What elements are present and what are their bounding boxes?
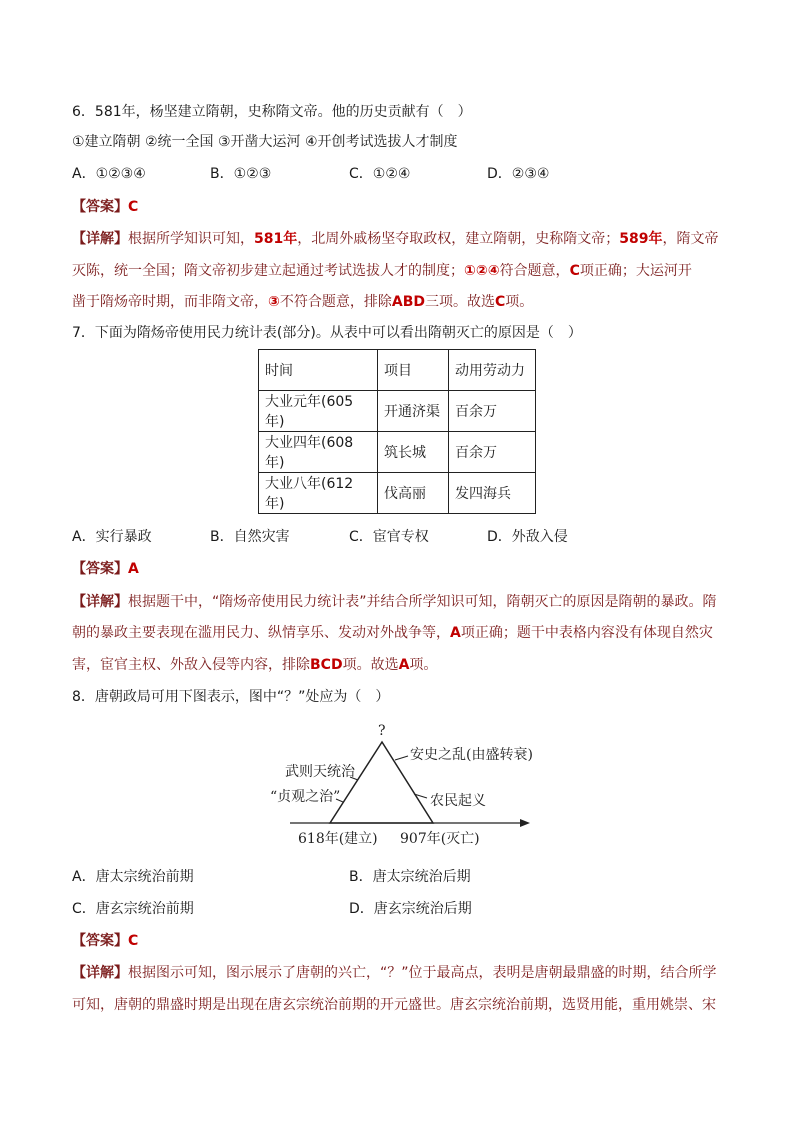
detail-text: 项。故选	[342, 657, 399, 673]
answer-value: C	[128, 199, 139, 215]
table-cell: 伐高丽	[378, 473, 449, 514]
q8-option-c: C．唐玄宗统治前期	[72, 901, 194, 917]
table-header: 项目	[378, 350, 449, 391]
table-cell: 发四海兵	[449, 473, 536, 514]
tang-politics-diagram	[250, 722, 540, 852]
highlight-text: C	[495, 294, 506, 310]
highlight-text: A	[398, 657, 410, 673]
detail-text: 灭陈，统一全国；隋文帝初步建立起通过考试选拔人才的制度；	[72, 263, 464, 279]
q8-detail-line-1	[72, 963, 717, 983]
table-cell: 大业元年(605年)	[259, 391, 378, 432]
answer-label: 【答案】	[72, 933, 128, 949]
table-cell: 筑长城	[378, 432, 449, 473]
highlight-text: ①②④	[464, 263, 500, 279]
table-row	[259, 432, 536, 473]
table-cell: 大业四年(608年)	[259, 432, 378, 473]
detail-text: 项。	[505, 294, 534, 310]
detail-text: ，隋文帝	[662, 231, 719, 247]
highlight-text: A	[450, 625, 461, 641]
q8-answer	[72, 931, 138, 951]
highlight-text: BCD	[310, 657, 343, 673]
detail-text: 项正确；题干中表格内容没有体现自然灾	[460, 625, 713, 641]
detail-label: 【详解】	[72, 965, 128, 981]
q7-table	[258, 349, 536, 514]
q6-option-d: D．②③④	[487, 166, 550, 182]
diagram-top-label: ?	[378, 723, 386, 739]
table-header-row	[259, 350, 536, 391]
q7-detail-line-3	[72, 655, 437, 675]
diagram-start-label: 618年(建立)	[298, 831, 378, 847]
q7-stem: 7．下面为隋炀帝使用民力统计表(部分)。从表中可以看出隋朝灭亡的原因是（ ）	[72, 325, 582, 341]
table-cell: 百余万	[449, 391, 536, 432]
q7-option-d: D．外敌入侵	[487, 529, 568, 545]
highlight-text: C	[569, 263, 580, 279]
answer-value: A	[128, 561, 139, 577]
table-row	[259, 473, 536, 514]
table-cell: 开通济渠	[378, 391, 449, 432]
q7-detail-line-2	[72, 623, 713, 643]
q7-answer	[72, 559, 139, 579]
detail-text: 可知，唐朝的鼎盛时期是出现在唐玄宗统治前期的开元盛世。唐玄宗统治前期，选贤用能，重用姚崇、宋	[72, 997, 716, 1013]
axis-arrowhead	[520, 819, 530, 827]
q8-detail-line-2	[72, 995, 716, 1015]
detail-text: 朝的暴政主要表现在滥用民力、纵情享乐、发动对外战争等，	[72, 625, 450, 641]
answer-label: 【答案】	[72, 561, 128, 577]
highlight-text: 589年	[619, 231, 663, 247]
q6-detail-line-1	[72, 229, 718, 249]
q6-answer	[72, 197, 138, 217]
leader-line	[395, 756, 408, 760]
q8-option-d: D．唐玄宗统治后期	[349, 901, 472, 917]
detail-text: 根据图示可知，图示展示了唐朝的兴亡，“？”位于最高点，表明是唐朝最鼎盛的时期，结合所学	[128, 965, 717, 981]
detail-runs	[128, 594, 717, 610]
table-cell: 大业八年(612年)	[259, 473, 378, 514]
q7-option-b: B．自然灾害	[210, 529, 290, 545]
q7-option-c: C．宦官专权	[349, 529, 429, 545]
detail-label: 【详解】	[72, 594, 128, 610]
detail-runs	[128, 231, 718, 247]
table-header: 动用劳动力	[449, 350, 536, 391]
q7-detail-line-1	[72, 592, 717, 612]
q6-option-c: C．①②④	[349, 166, 411, 182]
detail-text: 不符合题意，排除	[279, 294, 392, 310]
detail-text: 三项。故选	[425, 294, 495, 310]
q6-option-a: A．①②③④	[72, 166, 146, 182]
diagram-right-upper-label: 安史之乱(由盛转衰)	[410, 747, 533, 763]
table-header: 时间	[259, 350, 378, 391]
q8-option-a: A．唐太宗统治前期	[72, 869, 194, 885]
q8-stem: 8．唐朝政局可用下图表示，图中“？”处应为（ ）	[72, 689, 390, 705]
q6-stem: 6．581年，杨坚建立隋朝，史称隋文帝。他的历史贡献有（ ）	[72, 104, 472, 120]
q7-option-a: A．实行暴政	[72, 529, 152, 545]
answer-value: C	[128, 933, 139, 949]
detail-text: 项正确；大运河开	[579, 263, 692, 279]
q6-option-b: B．①②③	[210, 166, 272, 182]
detail-text: 根据所学知识可知，	[128, 231, 254, 247]
detail-text: 凿于隋炀帝时期，而非隋文帝，	[72, 294, 268, 310]
q8-option-b: B．唐太宗统治后期	[349, 869, 471, 885]
table-cell: 百余万	[449, 432, 536, 473]
detail-text: 项。	[409, 657, 438, 673]
table-row	[259, 391, 536, 432]
diagram-right-lower-label: 农民起义	[430, 793, 486, 809]
diagram-left-lower-label: “贞观之治”	[270, 789, 341, 805]
highlight-text: ③	[268, 294, 280, 310]
q6-detail-line-2	[72, 261, 692, 281]
highlight-text: ABD	[391, 294, 425, 310]
diagram-end-label: 907年(灭亡)	[400, 831, 480, 847]
highlight-text: 581年	[254, 231, 298, 247]
detail-label: 【详解】	[72, 231, 128, 247]
answer-label: 【答案】	[72, 199, 128, 215]
detail-text: ，北周外戚杨坚夺取政权，建立隋朝，史称隋文帝；	[297, 231, 620, 247]
q6-items: ①建立隋朝 ②统一全国 ③开凿大运河 ④开创考试选拔人才制度	[72, 134, 458, 150]
detail-runs	[128, 965, 717, 981]
q6-detail-line-3	[72, 292, 533, 312]
detail-text: 符合题意，	[499, 263, 570, 279]
detail-text: 根据题干中，“隋炀帝使用民力统计表”并结合所学知识可知，隋朝灭亡的原因是隋朝的暴政。隋	[128, 594, 717, 610]
detail-text: 害，宦官主权、外敌入侵等内容，排除	[72, 657, 310, 673]
diagram-left-upper-label: 武则天统治	[285, 764, 355, 780]
